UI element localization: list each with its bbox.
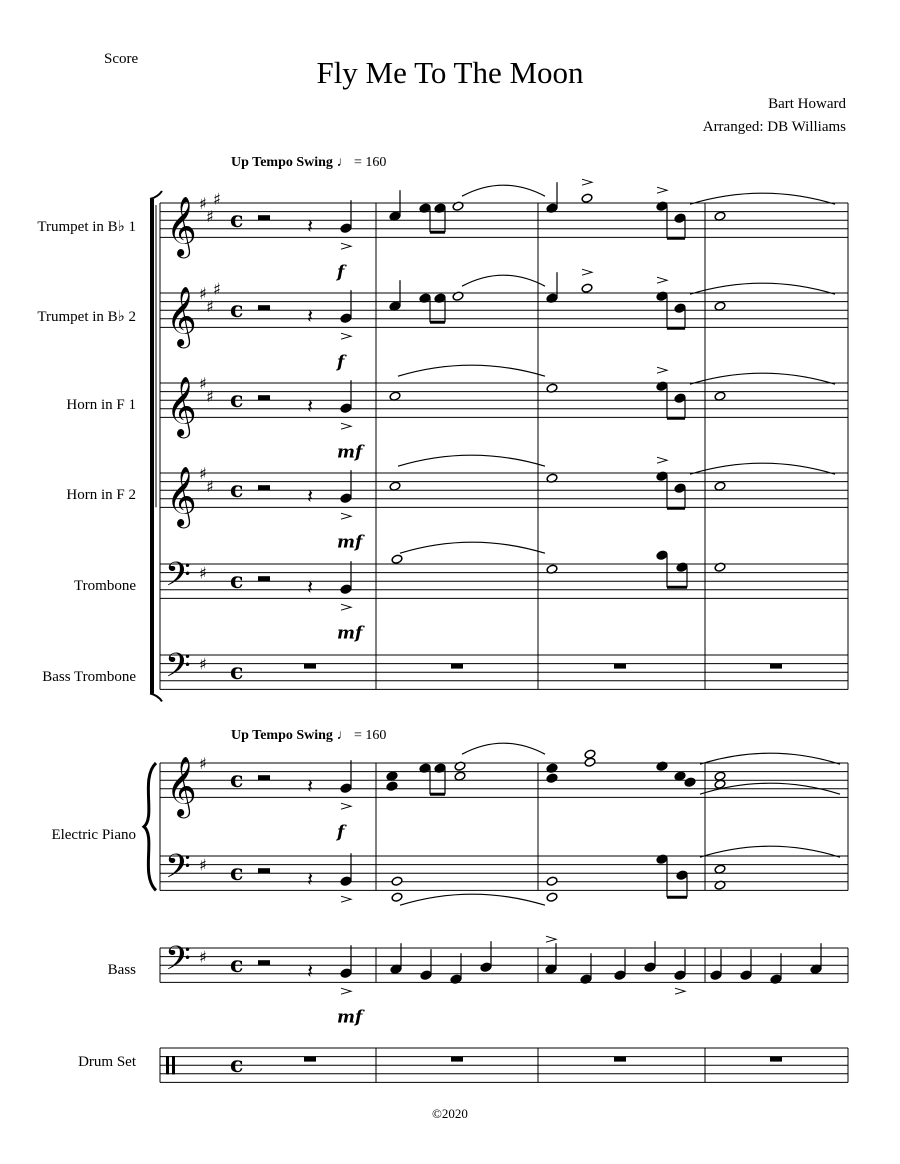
sharp-icon: ♯ — [213, 189, 221, 209]
treble-clef-icon: 𝄞 — [166, 756, 197, 817]
arranger-credit: Arranged: DB Williams — [702, 119, 846, 135]
common-time-icon: c — [230, 387, 244, 414]
tie-icon — [400, 542, 545, 553]
sharp-icon: ♯ — [199, 284, 207, 303]
sharp-icon: ♯ — [199, 947, 207, 967]
accent-icon — [582, 179, 592, 185]
notehead — [340, 783, 352, 793]
notehead — [674, 213, 686, 223]
half-rest-icon — [258, 305, 270, 310]
barlines — [160, 203, 848, 1082]
tempo-bpm: = 160 — [353, 155, 387, 170]
accent-icon — [341, 333, 351, 339]
notehead — [644, 962, 656, 972]
tie-icon — [400, 894, 545, 905]
quarter-rest-icon: 𝄽 — [307, 213, 314, 238]
sharp-icon: ♯ — [199, 374, 207, 393]
whole-rest-icon — [304, 664, 316, 669]
sharp-icon: ♯ — [199, 194, 207, 213]
dynamic-marking: f — [337, 822, 345, 843]
system-brackets — [144, 191, 162, 890]
quarter-rest-icon: 𝄽 — [307, 483, 314, 508]
quarter-note-icon: ♩ — [336, 155, 351, 170]
notehead — [340, 223, 352, 233]
accent-icon — [341, 988, 351, 994]
accent-icon — [341, 604, 351, 610]
half-rest-icon — [258, 215, 270, 220]
sharp-icon: ♯ — [206, 476, 214, 496]
bass-clef-icon: 𝄢 — [165, 847, 191, 894]
common-time-icon: c — [230, 952, 244, 979]
accent-icon — [657, 187, 667, 193]
tie-icon — [462, 743, 545, 754]
tempo-text: Up Tempo Swing — [231, 155, 333, 170]
notehead — [674, 970, 686, 980]
treble-clef-icon: 𝄞 — [166, 196, 197, 257]
copyright-notice: ©2020 — [432, 1106, 468, 1121]
instrument-label-drum-set: Drum Set — [78, 1054, 136, 1070]
bass-clef-icon: 𝄢 — [165, 939, 191, 986]
instrument-label-trumpet-2: Trumpet in B♭ 2 — [37, 309, 136, 325]
half-rest-icon — [258, 485, 270, 490]
instrument-label-horn-2: Horn in F 2 — [66, 487, 136, 503]
notehead — [684, 777, 696, 787]
bracket-hook — [150, 191, 162, 199]
dynamic-marking: mf — [337, 442, 363, 463]
notehead — [581, 193, 593, 203]
staff-lines — [160, 203, 848, 1082]
common-time-icon: c — [230, 659, 244, 686]
instrument-label-bass-trombone: Bass Trombone — [42, 669, 136, 685]
notehead — [340, 584, 352, 594]
notehead — [614, 970, 626, 980]
quarter-note-icon: ♩ — [336, 728, 351, 743]
dynamic-marking: f — [337, 352, 345, 373]
percussion-clef-icon — [166, 1056, 169, 1074]
dynamics — [336, 262, 365, 1027]
common-time-icon: c — [230, 568, 244, 595]
quarter-rest-icon: 𝄽 — [307, 866, 314, 891]
key-signatures — [199, 190, 221, 967]
whole-rest-icon — [770, 664, 782, 669]
sharp-icon: ♯ — [199, 855, 207, 875]
accent-icon — [582, 269, 592, 275]
accent-icon — [675, 988, 685, 994]
tie-icon — [398, 455, 545, 466]
bass-clef-icon: 𝄢 — [165, 646, 191, 693]
notehead — [581, 283, 593, 293]
instrument-label-electric-piano: Electric Piano — [51, 827, 136, 843]
tie-icon — [462, 185, 545, 196]
accent-icon — [546, 936, 556, 942]
half-rest-icon — [258, 868, 270, 873]
sharp-icon: ♯ — [199, 654, 207, 674]
sharp-icon: ♯ — [206, 206, 214, 226]
tempo-bpm: = 160 — [353, 728, 387, 743]
notehead — [546, 773, 558, 783]
treble-clef-icon: 𝄞 — [166, 376, 197, 437]
dynamic-marking: f — [337, 262, 345, 283]
common-time-icon: c — [230, 860, 244, 887]
common-time-icon: c — [230, 477, 244, 504]
quarter-rest-icon: 𝄽 — [307, 773, 314, 798]
accent-icon — [341, 243, 351, 249]
bass-clef-icon: 𝄢 — [165, 555, 191, 602]
notehead — [740, 970, 752, 980]
notehead — [391, 892, 403, 902]
notehead — [340, 493, 352, 503]
quarter-rest-icon: 𝄽 — [307, 393, 314, 418]
instrument-label-trumpet-1: Trumpet in B♭ 1 — [37, 219, 136, 235]
notehead — [676, 870, 688, 880]
accent-icon — [341, 803, 351, 809]
notehead — [546, 876, 558, 886]
notehead — [546, 892, 558, 902]
sharp-icon: ♯ — [199, 754, 207, 773]
whole-rest-icon — [451, 1057, 463, 1062]
accent-icon — [657, 367, 667, 373]
notehead — [420, 970, 432, 980]
whole-rest-icon — [304, 1057, 316, 1062]
half-rest-icon — [258, 576, 270, 581]
clefs — [165, 196, 197, 1074]
notes — [258, 179, 840, 1061]
quarter-rest-icon: 𝄽 — [307, 958, 314, 983]
whole-rest-icon — [614, 664, 626, 669]
notehead — [480, 962, 492, 972]
common-time-icon: c — [230, 207, 244, 234]
instrument-label-horn-1: Horn in F 1 — [66, 397, 136, 413]
common-time-icon: c — [230, 767, 244, 794]
notehead — [710, 970, 722, 980]
accent-icon — [341, 423, 351, 429]
treble-clef-icon: 𝄞 — [166, 286, 197, 347]
whole-rest-icon — [770, 1057, 782, 1062]
accent-icon — [341, 513, 351, 519]
accent-icon — [657, 457, 667, 463]
quarter-rest-icon: 𝄽 — [307, 303, 314, 328]
half-rest-icon — [258, 395, 270, 400]
common-time-icon: c — [230, 297, 244, 324]
instrument-label-trombone: Trombone — [74, 578, 136, 594]
tempo-text: Up Tempo Swing — [231, 728, 333, 743]
notehead — [340, 403, 352, 413]
quarter-rest-icon: 𝄽 — [307, 574, 314, 599]
sharp-icon: ♯ — [213, 279, 221, 299]
score-label: Score — [104, 51, 139, 67]
notehead — [340, 313, 352, 323]
whole-rest-icon — [451, 664, 463, 669]
half-rest-icon — [258, 960, 270, 965]
half-rest-icon — [258, 775, 270, 780]
percussion-clef-icon — [172, 1056, 175, 1074]
dynamic-marking: mf — [337, 1007, 363, 1028]
notehead — [656, 550, 668, 560]
tie-icon — [398, 365, 545, 376]
notehead — [391, 554, 403, 564]
notehead — [391, 876, 403, 886]
composer-credit: Bart Howard — [768, 96, 846, 112]
notehead — [584, 749, 596, 759]
page-title: Fly Me To The Moon — [316, 55, 584, 90]
piano-brace-icon — [144, 763, 156, 890]
notehead — [674, 393, 686, 403]
dynamic-marking: mf — [337, 532, 363, 553]
common-time-icon: c — [230, 1052, 244, 1079]
treble-clef-icon: 𝄞 — [166, 466, 197, 527]
tie-icon — [462, 275, 545, 286]
bracket-hook — [150, 693, 162, 701]
whole-rest-icon — [614, 1057, 626, 1062]
dynamic-marking: mf — [337, 623, 363, 644]
sharp-icon: ♯ — [206, 386, 214, 406]
accent-icon — [657, 277, 667, 283]
accent-icon — [341, 896, 351, 902]
sharp-icon: ♯ — [199, 563, 207, 583]
notehead — [674, 303, 686, 313]
notehead — [674, 483, 686, 493]
sharp-icon: ♯ — [199, 464, 207, 483]
notehead — [340, 968, 352, 978]
instrument-label-bass: Bass — [107, 962, 136, 978]
system-bracket-brass — [150, 199, 154, 693]
notehead — [386, 781, 398, 791]
notehead — [340, 876, 352, 886]
sharp-icon: ♯ — [206, 296, 214, 316]
